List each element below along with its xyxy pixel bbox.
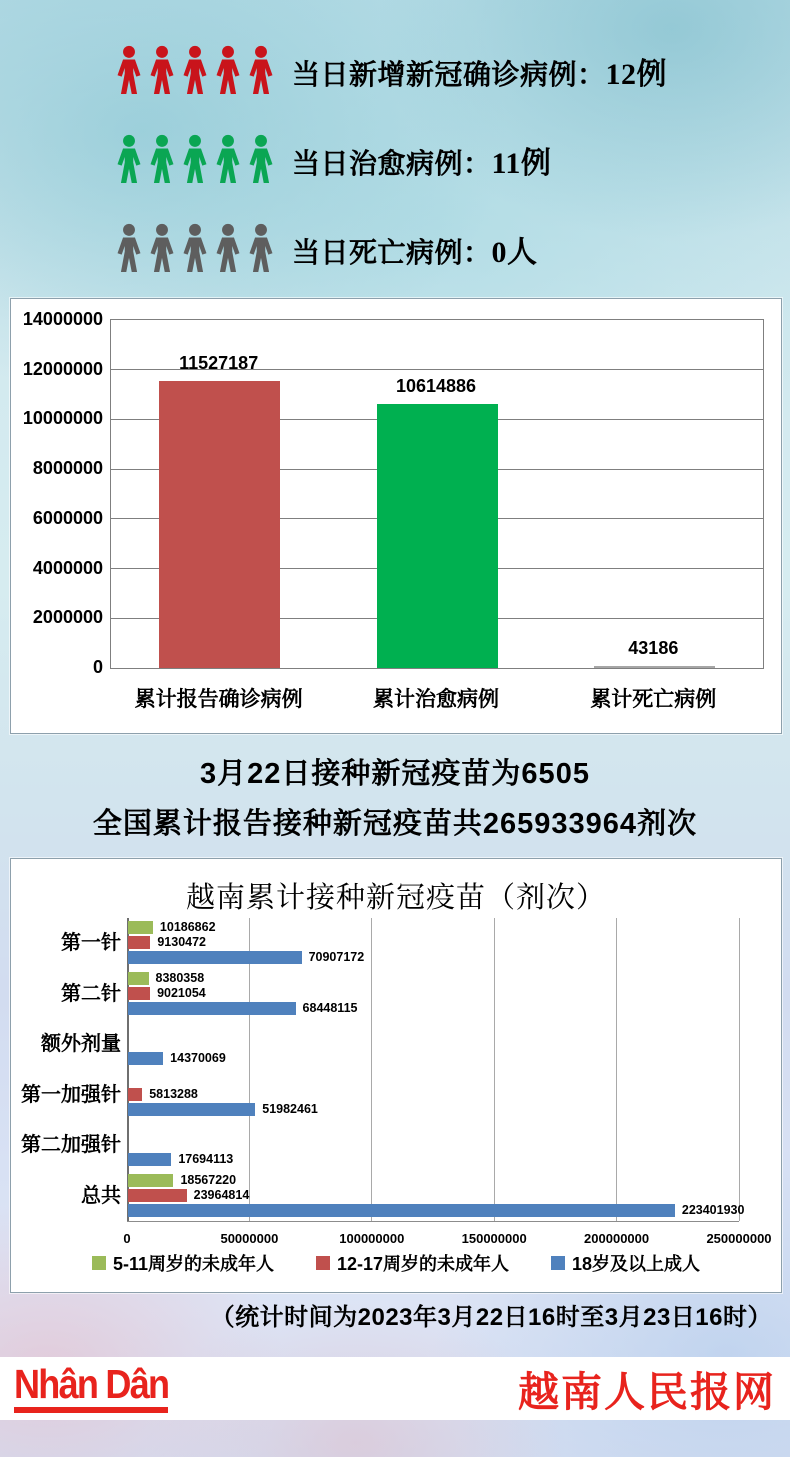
- chart2-bar-value-label: 23964814: [193, 1187, 250, 1202]
- daily-stat-row-recovered: [112, 131, 667, 189]
- chart2-bar: [128, 1052, 163, 1065]
- person-icon: [178, 131, 212, 189]
- legend-item: [92, 1250, 274, 1276]
- person-icons-gray: [112, 220, 280, 278]
- person-icon: [112, 42, 146, 100]
- legend-item: [551, 1250, 700, 1276]
- footer-bar: [0, 1357, 790, 1420]
- chart2-category-label: 第二针: [61, 982, 121, 1005]
- chart2-bar: [128, 1103, 255, 1116]
- statistics-period-note: （统计时间为2023年3月22日16时至3月23日16时）: [210, 1304, 772, 1331]
- chart2-category-label: 第一加强针: [21, 1083, 121, 1106]
- chart2-bar-value-label: 70907172: [308, 950, 365, 964]
- chart2-category-label: 总共: [81, 1184, 121, 1207]
- daily-stat-label: 当日新增新冠确诊病例：: [292, 59, 606, 90]
- person-icon: [112, 131, 146, 189]
- chart1-ytick-label: 14000000: [22, 309, 103, 329]
- chart1-bar-value-label: 11527187: [179, 353, 259, 374]
- daily-stat-row-deaths: [112, 220, 667, 278]
- chart2-bar: [128, 936, 150, 949]
- chart2-bar: [128, 972, 149, 985]
- chart2-xtick-label: 150000000: [461, 1231, 527, 1246]
- chart2-category-label: 第二加强针: [21, 1134, 121, 1156]
- chart2-bar-value-label: 18567220: [180, 1172, 237, 1187]
- nhandan-logo: Nhân Dân: [14, 1364, 168, 1413]
- chart2-bar: [128, 1002, 296, 1015]
- chart2-bar: [128, 951, 302, 964]
- chart2-gridline: [494, 918, 495, 1221]
- daily-stat-value: 12例: [605, 58, 668, 91]
- vaccine-summary: [0, 749, 790, 849]
- chart1-bar: [594, 666, 715, 668]
- vaccine-summary-line1: 3月22日接种新冠疫苗为6505: [200, 758, 590, 790]
- chart2-category-label: 第一针: [61, 932, 121, 954]
- chart2-bar-value-label: 14370069: [170, 1051, 226, 1065]
- chart2-xtick-label: 50000000: [220, 1231, 279, 1246]
- chart2-xtick-label: 200000000: [584, 1231, 650, 1246]
- daily-stat-label: 当日治愈病例：: [292, 148, 492, 179]
- chart2-gridline: [739, 918, 740, 1221]
- person-icons-red: [112, 42, 280, 100]
- daily-stat-value: 11例: [491, 147, 552, 180]
- chart1-category-label: 累计报告确诊病例: [134, 688, 303, 711]
- person-icons-green: [112, 131, 280, 189]
- person-icon: [244, 131, 278, 189]
- legend-item: [316, 1250, 509, 1276]
- chart2-bar-value-label: 223401930: [681, 1202, 745, 1217]
- chart2-xtick-label: 0: [123, 1231, 131, 1246]
- site-name: 越南人民报网: [518, 1369, 776, 1415]
- chart2-bar: [128, 1204, 675, 1217]
- person-icon: [145, 131, 179, 189]
- vaccination-chart-plot: [127, 918, 745, 1222]
- chart2-bar-value-label: 68448115: [302, 1000, 358, 1015]
- chart1-ytick-label: 0: [92, 657, 103, 677]
- chart2-gridline: [371, 918, 372, 1221]
- legend-swatch: [316, 1256, 330, 1270]
- chart2-bar-value-label: 17694113: [178, 1152, 234, 1166]
- person-icon: [211, 131, 245, 189]
- chart1-ytick-label: 10000000: [22, 408, 103, 429]
- chart1-category-label: 累计治愈病例: [372, 688, 499, 711]
- chart1-bar: [159, 381, 280, 668]
- daily-stats: [112, 42, 667, 309]
- daily-stat-text: [292, 49, 667, 93]
- chart1-ytick-label: 8000000: [32, 458, 103, 479]
- person-icon: [211, 42, 245, 100]
- person-icon: [145, 42, 179, 100]
- chart1-ytick-label: 12000000: [22, 358, 103, 379]
- chart1-category-label: 累计死亡病例: [590, 688, 717, 711]
- chart1-ytick-label: 6000000: [32, 507, 103, 528]
- legend-swatch: [551, 1256, 565, 1270]
- chart1-ytick-label: 2000000: [32, 607, 103, 628]
- daily-stat-label: 当日死亡病例：: [292, 237, 492, 268]
- cumulative-cases-chart: [10, 298, 782, 734]
- person-icon: [112, 220, 146, 278]
- legend-label: 5-11周岁的未成年人: [112, 1254, 274, 1274]
- chart2-bar: [128, 1088, 142, 1101]
- vaccination-chart-legend: [11, 1250, 781, 1276]
- chart1-ytick-label: 4000000: [32, 557, 103, 578]
- person-icon: [145, 220, 179, 278]
- legend-swatch: [92, 1256, 106, 1270]
- chart2-bar-value-label: 8380358: [155, 970, 205, 985]
- chart2-bar-value-label: 5813288: [149, 1086, 198, 1101]
- daily-stat-value: 0人: [491, 236, 538, 269]
- person-icon: [178, 220, 212, 278]
- daily-stat-text: [292, 227, 538, 271]
- chart2-bar-value-label: 51982461: [262, 1101, 318, 1116]
- person-icon: [244, 220, 278, 278]
- chart2-bar: [128, 1189, 187, 1202]
- vaccine-summary-line2: 全国累计报告接种新冠疫苗共265933964剂次: [92, 808, 698, 840]
- vaccination-chart-title: 越南累计接种新冠疫苗（剂次）: [185, 882, 606, 914]
- legend-label: 12-17周岁的未成年人: [336, 1254, 510, 1274]
- chart2-bar: [128, 987, 150, 1000]
- chart1-bar: [377, 404, 498, 668]
- vaccination-chart: [10, 858, 782, 1293]
- chart2-bar-value-label: 10186862: [159, 920, 216, 934]
- person-icon: [244, 42, 278, 100]
- chart2-bar: [128, 1174, 173, 1187]
- chart1-bar-value-label: 43186: [628, 638, 679, 658]
- chart2-xtick-label: 250000000: [706, 1231, 772, 1246]
- chart2-category-label: 额外剂量: [41, 1033, 121, 1055]
- chart2-bar-value-label: 9021054: [157, 985, 206, 1000]
- chart2-bar: [128, 1153, 171, 1166]
- legend-label: 18岁及以上成人: [572, 1254, 701, 1274]
- person-icon: [211, 220, 245, 278]
- chart1-bar-value-label: 10614886: [395, 376, 477, 397]
- chart2-bar: [128, 921, 153, 934]
- daily-stat-text: [292, 138, 551, 182]
- daily-stat-row-new-cases: [112, 42, 667, 100]
- person-icon: [178, 42, 212, 100]
- chart2-bar-value-label: 9130472: [157, 935, 207, 949]
- chart2-gridline: [616, 918, 617, 1221]
- chart2-xtick-label: 100000000: [339, 1231, 405, 1246]
